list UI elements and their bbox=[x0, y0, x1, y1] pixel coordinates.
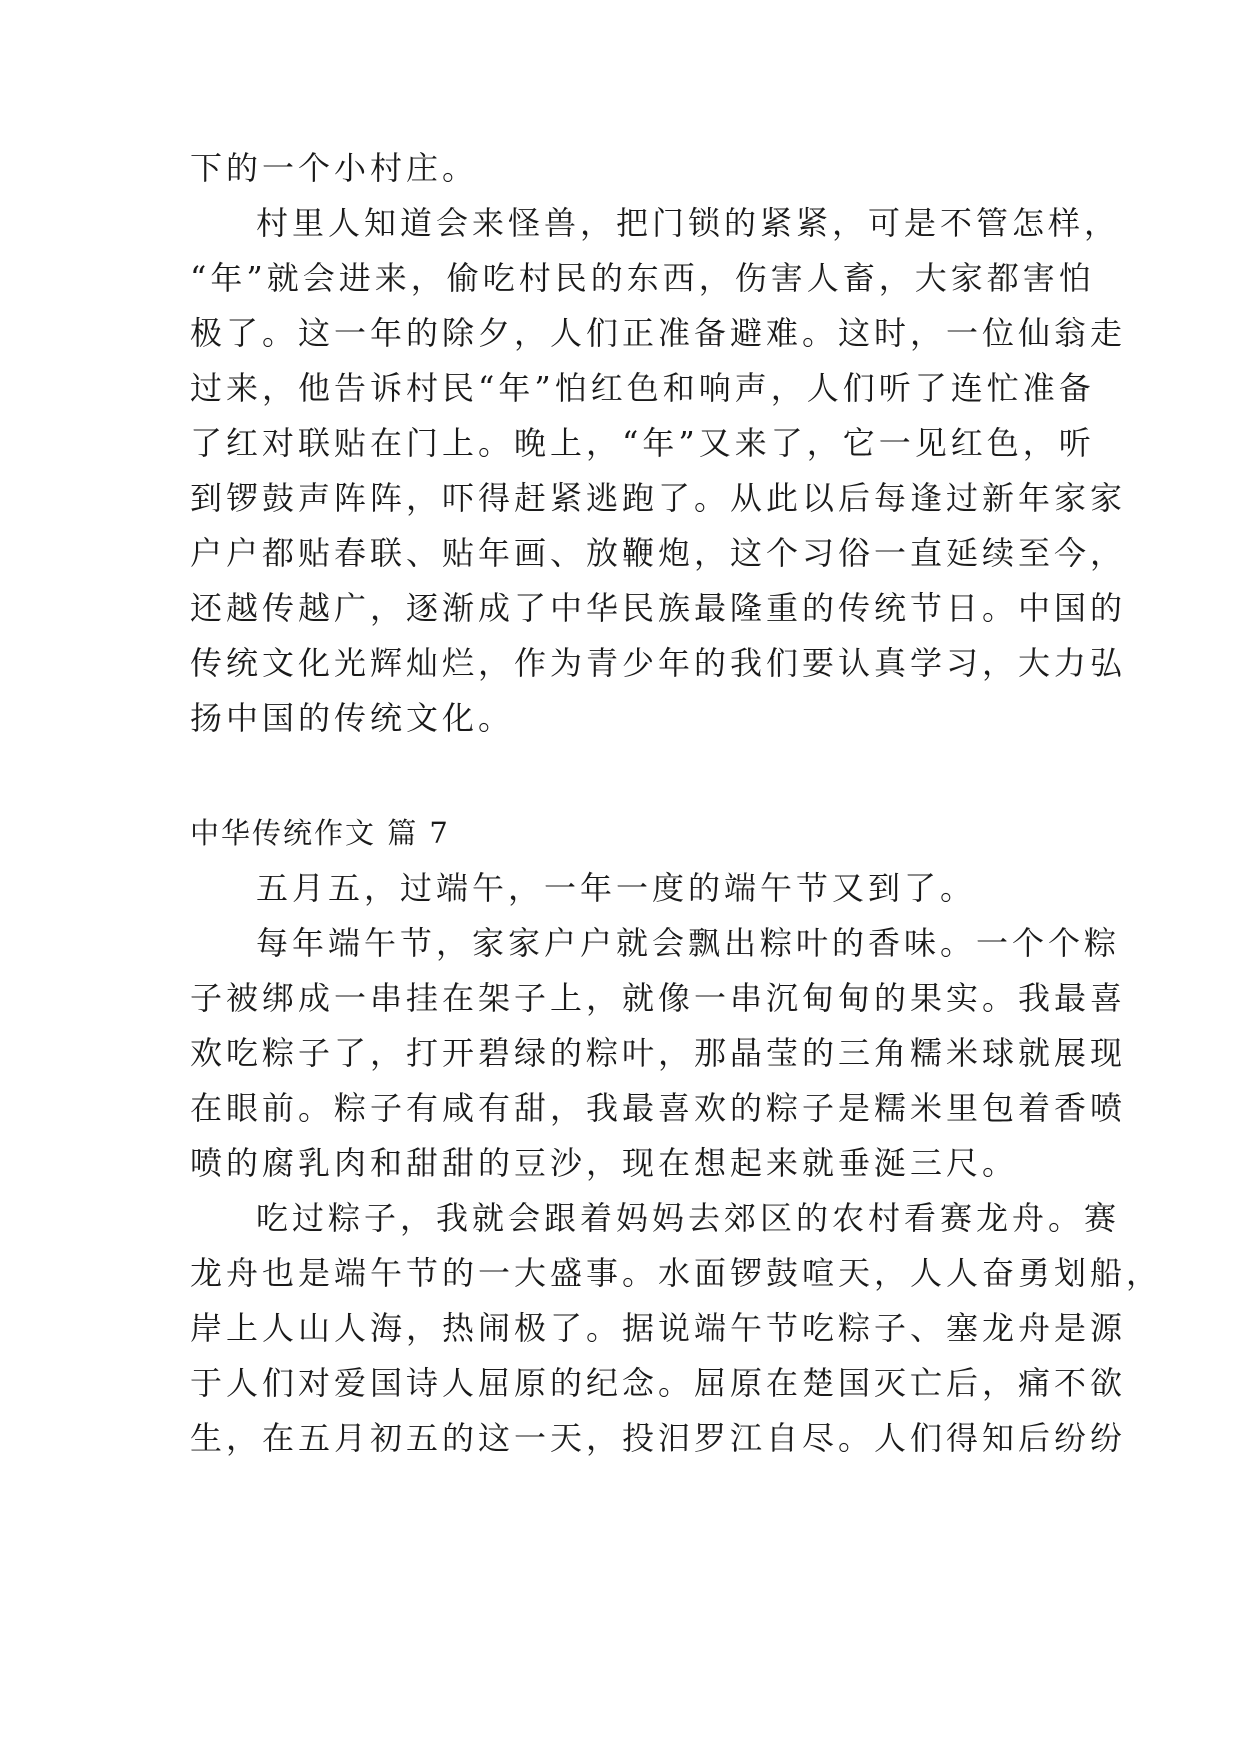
paragraph-line: 喷的腐乳肉和甜甜的豆沙，现在想起来就垂涎三尺。 bbox=[190, 1144, 1019, 1182]
paragraph-line: “年”就会进来，偷吃村民的东西，伤害人畜，大家都害怕 bbox=[190, 259, 1095, 297]
paragraph-line: 了红对联贴在门上。晚上，“年”又来了，它一见红色，听 bbox=[190, 424, 1095, 462]
paragraph-line: 岸上人山人海，热闹极了。据说端午节吃粽子、塞龙舟是源 bbox=[190, 1309, 1127, 1347]
paragraph-line: 户户都贴春联、贴年画、放鞭炮，这个习俗一直延续至今， bbox=[190, 534, 1127, 572]
paragraph-line: 还越传越广，逐渐成了中华民族最隆重的传统节日。中国的 bbox=[190, 589, 1127, 627]
paragraph-line: 到锣鼓声阵阵，吓得赶紧逃跑了。从此以后每逢过新年家家 bbox=[190, 479, 1127, 517]
paragraph-line: 村里人知道会来怪兽，把门锁的紧紧，可是不管怎样， bbox=[256, 204, 1121, 242]
paragraph-line: 下的一个小村庄。 bbox=[190, 149, 479, 187]
paragraph-line: 过来，他告诉村民“年”怕红色和响声，人们听了连忙准备 bbox=[190, 369, 1095, 407]
paragraph-line: 传统文化光辉灿烂，作为青少年的我们要认真学习，大力弘 bbox=[190, 644, 1127, 682]
paragraph-line: 龙舟也是端午节的一大盛事。水面锣鼓喧天，人人奋勇划船， bbox=[190, 1254, 1163, 1292]
paragraph-line: 于人们对爱国诗人屈原的纪念。屈原在楚国灭亡后，痛不欲 bbox=[190, 1364, 1127, 1402]
paragraph-line: 子被绑成一串挂在架子上，就像一串沉甸甸的果实。我最喜 bbox=[190, 979, 1127, 1017]
paragraph-line: 欢吃粽子了，打开碧绿的粽叶，那晶莹的三角糯米球就展现 bbox=[190, 1034, 1127, 1072]
paragraph-line: 每年端午节，家家户户就会飘出粽叶的香味。一个个粽 bbox=[256, 924, 1121, 962]
paragraph-line: 五月五，过端午，一年一度的端午节又到了。 bbox=[256, 869, 977, 907]
paragraph-line: 在眼前。粽子有咸有甜，我最喜欢的粽子是糯米里包着香喷 bbox=[190, 1089, 1127, 1127]
paragraph-line: 极了。这一年的除夕，人们正准备避难。这时，一位仙翁走 bbox=[190, 314, 1127, 352]
paragraph-line: 扬中国的传统文化。 bbox=[190, 699, 515, 737]
section-heading: 中华传统作文 篇 7 bbox=[190, 816, 450, 850]
paragraph-line: 吃过粽子，我就会跟着妈妈去郊区的农村看赛龙舟。赛 bbox=[256, 1199, 1121, 1237]
paragraph-line: 生，在五月初五的这一天，投汨罗江自尽。人们得知后纷纷 bbox=[190, 1419, 1127, 1457]
